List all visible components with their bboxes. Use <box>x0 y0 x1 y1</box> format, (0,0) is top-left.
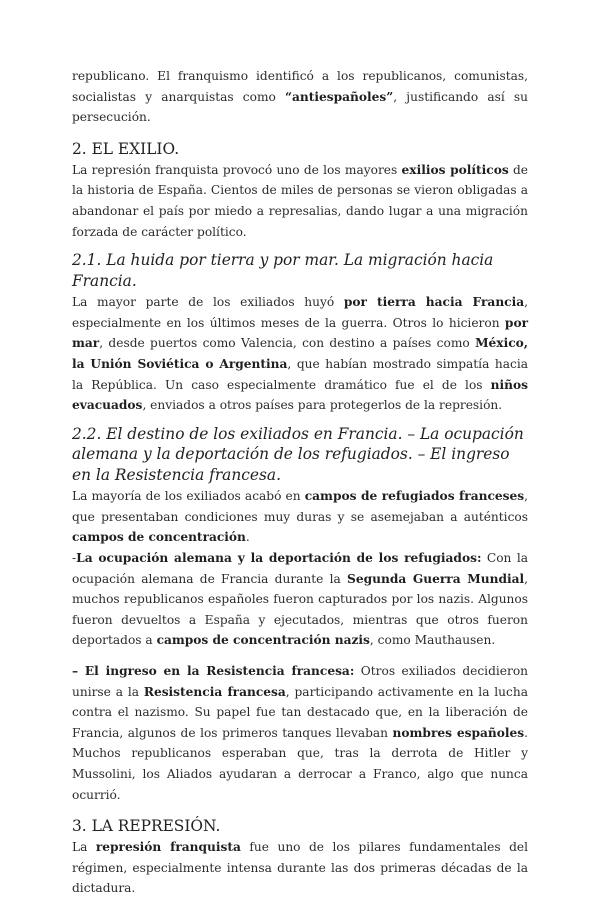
bold-term: exilios políticos <box>401 162 509 177</box>
bold-term: nombres españoles <box>392 725 525 740</box>
destino-paragraph: La mayoría de los exiliados acabó en campos de refugiados franceses, que presentaban condiciones muy duras y se asemejaban a auténticos campos de concentración. <box>72 489 528 545</box>
bold-term: – El ingreso en la Resistencia francesa: <box>72 663 355 678</box>
bold-term: La ocupación alemana y la deportación de los refugiados: <box>76 551 482 565</box>
subsection-heading-destino: 2.2. El destino de los exiliados en Francia. – La ocupación alemana y la deportación de los refugiados. – El ingreso en la Resistencia francesa. <box>72 424 524 484</box>
ocupacion-paragraph: -La ocupación alemana y la deportación de los refugiados: Con la ocupación alemana de Francia durante la Segunda Guerra Mundial, muchos republicanos españoles fueron capturados por los nazis. Algunos fueron devueltos a España y ejecutados, mientras que otros fueron deportados a campos de concentración nazis, como Mauthausen. <box>72 551 528 648</box>
section-heading-represion: 3. LA REPRESIÓN. <box>72 817 221 836</box>
bold-term: represión franquista <box>95 840 241 855</box>
bold-term: “antiespañoles” <box>284 89 394 104</box>
bold-term: campos de concentración <box>72 530 246 545</box>
represion-paragraph: La represión franquista fue uno de los pilares fundamentales del régimen, especialmente intensa durante las dos primeras décadas de la dictadura. <box>72 840 528 896</box>
intro-paragraph: republicano. El franquismo identificó a los republicanos, comunistas, socialistas y anarquistas como “antiespañoles”, justificando así su persecución. <box>72 69 528 125</box>
bold-term: Resistencia francesa <box>143 684 286 699</box>
document-page <box>72 66 528 899</box>
bold-term: por mar <box>72 315 528 351</box>
bold-term: Segunda Guerra Mundial <box>347 571 525 586</box>
subsection-heading-huida: 2.1. La huida por tierra y por mar. La migración hacia Francia. <box>72 251 494 290</box>
bold-term: niños evacuados <box>72 377 528 413</box>
bold-term: México, la Unión Soviética o Argentina <box>72 336 528 371</box>
section-heading-exilio: 2. EL EXILIO. <box>72 139 180 158</box>
resistencia-paragraph: – El ingreso en la Resistencia francesa: Otros exiliados decidieron unirse a la Resistencia francesa, participando activamente en la lucha contra el nazismo. Su papel fue tan destacado que, en la liberación de Francia, algunos de los primeros tanques llevaban nombres españoles. Muchos republicanos esperaban que, tras la derrota de Hitler y Mussolini, los Aliados ayudaran a derrocar a Franco, algo que nunca ocurrió. <box>72 663 529 802</box>
bold-term: campos de refugiados franceses <box>304 489 525 504</box>
huida-paragraph: La mayor parte de los exiliados huyó por tierra hacia Francia, especialmente en los últimos meses de la guerra. Otros lo hicieron por mar, desde puertos como Valencia, con destino a países como México, la Unión Soviética o Argentina, que habían mostrado simpatía hacia la República. Un caso especialmente dramático fue el de los niños evacuados, enviados a otros países para protegerlos de la represión. <box>72 295 528 413</box>
bold-term: por tierra hacia Francia <box>343 295 525 310</box>
exilio-paragraph: La represión franquista provocó uno de los mayores exilios políticos de la historia de España. Cientos de miles de personas se vieron obligadas a abandonar el país por miedo a represalias, dando lugar a una migración forzada de carácter político. <box>72 162 528 239</box>
bold-term: campos de concentración nazis <box>156 633 370 648</box>
